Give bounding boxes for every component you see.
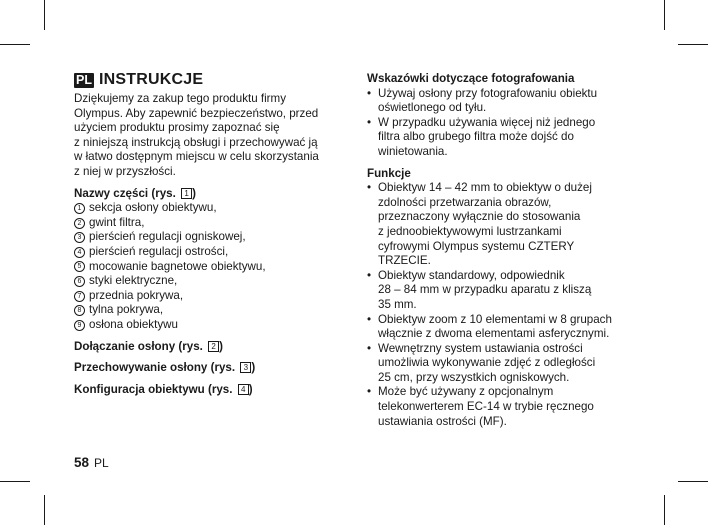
intro-line: z niej w przyszłości. [74, 164, 176, 178]
list-item-line: telekonwerterem EC-14 w trybie ręcznego [378, 400, 594, 414]
bullet: • [367, 115, 372, 129]
list-item-line: przeznaczony wyłącznie do stosowania [378, 210, 581, 224]
intro-line: z niniejszą instrukcją obsługi i przechowywać ją [74, 135, 318, 149]
footer-language: PL [94, 456, 109, 470]
circled-number: 2 [74, 218, 85, 229]
list-item-line: Obiektyw standardowy, odpowiednik [378, 268, 565, 282]
intro-line: użyciem produktu prosimy zapoznać się [74, 121, 280, 135]
crop-mark-bottom-left-h [0, 481, 30, 482]
section-heading-store-hood [74, 361, 346, 376]
list-item-line: oświetlonego od tyłu. [378, 101, 487, 115]
list-item-line: Obiektyw 14 – 42 mm to obiektyw o dużej [378, 181, 592, 195]
list-item-line: filtra albo grubego filtra może dojść do [378, 130, 574, 144]
circled-number: 1 [74, 203, 85, 214]
list-item [74, 230, 346, 245]
list-item [367, 181, 667, 269]
intro-line: w łatwo dostępnym miejscu w celu skorzystania [74, 150, 319, 164]
bullet: • [367, 181, 372, 195]
crop-mark-top-right [664, 0, 665, 30]
crop-mark-bottom-right [664, 495, 665, 525]
parts-heading [74, 187, 346, 202]
list-item-text: osłona obiektywu [89, 317, 178, 331]
page-title: INSTRUKCJE [98, 71, 204, 89]
title-row [74, 71, 346, 90]
crop-mark-top-right-h [678, 44, 708, 45]
circled-number: 5 [74, 261, 85, 272]
section-heading-text: Przechowywanie osłony (rys. [74, 361, 236, 375]
list-item-line: Wewnętrzny system ustawiania ostrości [378, 341, 583, 355]
list-item-text: sekcja osłony obiektywu, [89, 201, 217, 215]
bullet: • [367, 86, 372, 100]
list-item-text: przednia pokrywa, [89, 288, 184, 302]
section-heading-end: ) [248, 382, 253, 396]
list-item [367, 385, 667, 429]
bullet: • [367, 341, 372, 355]
list-item-line: TRZECIE. [378, 254, 431, 268]
list-item-line: Może być używany z opcjonalnym [378, 385, 554, 399]
list-item-text: tylna pokrywa, [89, 303, 164, 317]
list-item [367, 342, 667, 386]
figure-ref-box: 3 [240, 362, 251, 373]
list-item-line: 28 – 84 mm w przypadku aparatu z kliszą [378, 283, 592, 297]
circled-number: 9 [74, 320, 85, 331]
parts-list [74, 201, 346, 332]
list-item-line: 25 cm, przy wszystkich ogniskowych. [378, 370, 570, 384]
list-item-line: W przypadku używania więcej niż jednego [378, 115, 596, 129]
section-heading-text: Konfiguracja obiektywu (rys. [74, 382, 233, 396]
section-heading-attach-hood [74, 340, 346, 355]
list-item-line: 35 mm. [378, 297, 417, 311]
list-item [74, 289, 346, 304]
list-item-line: ustawiania ostrości (MF). [378, 414, 507, 428]
list-item-line: Używaj osłony przy fotografowaniu obiektu [378, 86, 598, 100]
figure-ref-box: 2 [208, 341, 219, 352]
functions-list [367, 181, 667, 429]
list-item [367, 269, 667, 313]
list-item-line: włącznie z dwoma elementami asferycznymi. [378, 327, 610, 341]
crop-mark-bottom-right-h [678, 481, 708, 482]
language-badge: PL [76, 73, 92, 87]
tips-list [367, 87, 667, 160]
list-item-line: z jednoobiektywowymi lustrzankami [378, 224, 562, 238]
list-item-line: zdolności przetwarzania obrazów, [378, 195, 552, 209]
list-item [74, 245, 346, 260]
figure-ref-box: 4 [238, 384, 249, 395]
left-column [74, 71, 346, 397]
crop-mark-bottom-left [44, 495, 45, 525]
section-heading-end: ) [251, 361, 256, 375]
section-heading-text: Dołączanie osłony (rys. [74, 339, 203, 353]
figure-ref-box: 1 [181, 188, 192, 199]
list-item [74, 274, 346, 289]
list-item [74, 216, 346, 231]
list-item [74, 260, 346, 275]
list-item [74, 303, 346, 318]
intro-line: Dziękujemy za zakup tego produktu firmy [74, 92, 286, 105]
list-item-line: cyfrowymi Olympus systemu CZTERY [378, 239, 575, 253]
list-item-text: mocowanie bagnetowe obiektywu, [89, 259, 266, 273]
section-heading-lens-config [74, 383, 346, 398]
page-number: 58 [74, 455, 90, 470]
list-item [74, 201, 346, 216]
list-item-line: winietowania. [378, 144, 448, 158]
intro-line: Olympus. Aby zapewnić bezpieczeństwo, przed [74, 106, 319, 120]
list-item-text: pierścień regulacji ogniskowej, [89, 230, 246, 244]
list-item-text: gwint filtra, [89, 215, 145, 229]
section-heading-end: ) [219, 339, 223, 353]
circled-number: 8 [74, 305, 85, 316]
functions-heading: Funkcje [367, 166, 411, 180]
bullet: • [367, 385, 372, 399]
list-item-text: styki elektryczne, [89, 274, 178, 288]
bullet: • [367, 312, 372, 326]
circled-number: 6 [74, 276, 85, 287]
list-item [367, 313, 667, 342]
circled-number: 4 [74, 247, 85, 258]
right-column [367, 72, 667, 429]
crop-mark-top-left [44, 0, 45, 30]
list-item [74, 318, 346, 333]
intro-paragraph [74, 92, 346, 180]
circled-number: 7 [74, 291, 85, 302]
list-item-line: Obiektyw zoom z 10 elementami w 8 grupach [378, 312, 612, 326]
bullet: • [367, 268, 372, 282]
circled-number: 3 [74, 232, 85, 243]
list-item [367, 87, 667, 116]
tips-heading: Wskazówki dotyczące fotografowania [367, 72, 575, 85]
list-item [367, 116, 667, 160]
parts-heading-end: ) [192, 186, 196, 200]
parts-heading-text: Nazwy części (rys. [74, 186, 176, 200]
crop-mark-top-left-h [0, 44, 30, 45]
list-item-line: umożliwia wykonywanie zdjęć z odległości [378, 356, 596, 370]
page-footer [74, 455, 109, 470]
list-item-text: pierścień regulacji ostrości, [89, 244, 229, 258]
